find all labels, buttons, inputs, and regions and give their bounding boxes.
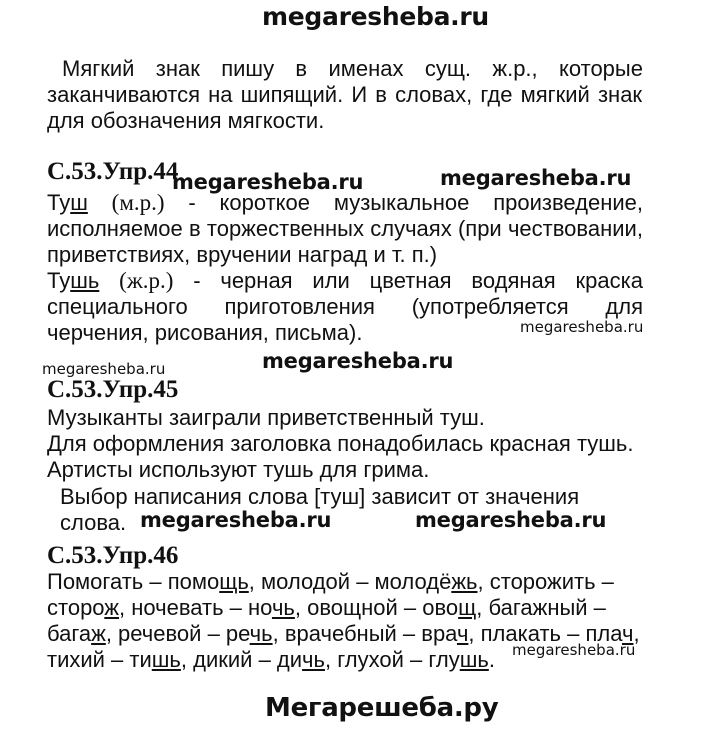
term-word	[47, 268, 99, 294]
intro-word: словах,	[395, 82, 473, 107]
intro-word: именах	[328, 56, 404, 81]
intro-word: в	[295, 56, 308, 81]
intro-word: на	[208, 82, 233, 107]
def-word: или	[312, 268, 350, 293]
ex44-line-1	[47, 190, 643, 216]
text-segment: , багажный –	[476, 595, 606, 620]
text-segment: ,	[633, 621, 640, 646]
text-segment: , ночевать – но	[119, 595, 272, 620]
text-segment: , молодой – молодё	[248, 569, 452, 594]
text-segment: , плакать – пла	[468, 621, 622, 646]
intro-word: сущ.	[424, 56, 472, 81]
def-word: для	[605, 294, 643, 319]
underlined-ending: чь	[271, 595, 295, 620]
text-segment: , речевой – ре	[105, 621, 250, 646]
intro-line-2	[47, 82, 643, 108]
underlined-ending: шь	[151, 647, 181, 672]
intro-word: мягкий	[520, 82, 590, 107]
text-segment: .	[488, 647, 495, 672]
intro-word: в	[375, 82, 387, 107]
term-word	[47, 190, 88, 216]
ex44-line-3: приветствиях, вручении наград и т. п.)	[47, 242, 438, 267]
term-base: Ту	[47, 268, 71, 293]
text-segment: тихий – ти	[47, 647, 152, 672]
underlined-ending: чь	[302, 647, 325, 672]
def-word: музыкальное	[333, 190, 470, 215]
watermark-footer: Мегарешеба.ру	[265, 693, 499, 723]
exercise-46-heading: С.53.Упр.46	[47, 542, 179, 569]
underlined-ending: ч	[456, 621, 469, 646]
dash: -	[193, 268, 201, 293]
term-ending: ш	[70, 190, 88, 215]
ex45-sentence-3: Артисты используют тушь для грима.	[47, 457, 430, 482]
ex46-row-1	[47, 569, 643, 595]
watermark-ex44-left: megaresheba.ru	[172, 170, 364, 194]
underlined-ending: ж	[104, 595, 120, 620]
intro-word: шипящий.	[240, 82, 344, 107]
def-word: исполняемое	[47, 216, 183, 241]
underlined-ending: ч	[621, 621, 634, 646]
def-word: случаях	[370, 216, 452, 241]
def-word: приготовления	[224, 294, 375, 319]
watermark-ex44-small: megaresheba.ru	[520, 318, 644, 336]
def-word: произведение,	[493, 190, 643, 215]
def-word: черная	[220, 268, 293, 293]
intro-word: заканчиваются	[47, 82, 201, 107]
def-word: (при	[457, 216, 502, 241]
ex44-line-4	[47, 268, 643, 294]
text-segment: , сторожить –	[477, 569, 614, 594]
term-base: Ту	[47, 190, 71, 215]
watermark-top: megaresheba.ru	[262, 2, 489, 31]
intro-word: знак	[597, 82, 643, 107]
def-word: (употребляется	[411, 294, 569, 319]
intro-word: И	[351, 82, 368, 107]
def-word: специального	[47, 294, 188, 319]
def-word: водяная	[471, 268, 556, 293]
intro-word: где	[480, 82, 513, 107]
intro-word: которые	[558, 56, 643, 81]
intro-word: Мягкий	[62, 56, 135, 81]
exercise-45-heading: С.53.Упр.45	[47, 376, 179, 403]
gender-label: (ж.р.)	[119, 268, 174, 293]
text-segment: бага	[47, 621, 92, 646]
text-segment: , врачебный – вра	[272, 621, 457, 646]
watermark-ex45-small: megaresheba.ru	[42, 360, 166, 378]
intro-line-1	[62, 56, 643, 82]
ex44-line-6: черчения, рисования, письма).	[47, 320, 363, 345]
exercise-44-heading: С.53.Упр.44	[47, 158, 179, 185]
watermark-ex46-right: megaresheba.ru	[415, 508, 607, 532]
intro-word: ж.р.,	[492, 56, 538, 81]
underlined-ending: жь	[451, 569, 478, 594]
ex45-sentence-1: Музыканты заиграли приветственный туш.	[47, 405, 485, 430]
intro-word: знак	[155, 56, 200, 81]
underlined-ending: щь	[219, 569, 249, 594]
underlined-ending: чь	[249, 621, 273, 646]
intro-line-3: для обозначения мягкости.	[47, 108, 325, 133]
text-segment: , овощной – ово	[294, 595, 459, 620]
underlined-ending: щ	[458, 595, 477, 620]
watermark-ex45-mid: megaresheba.ru	[262, 349, 454, 373]
underlined-ending: шь	[459, 647, 489, 672]
ex45-sentence-2: Для оформления заголовка понадобилась красная тушь.	[47, 431, 634, 456]
def-word: краска	[575, 268, 643, 293]
def-word: короткое	[219, 190, 311, 215]
text-segment: , глухой – глу	[324, 647, 460, 672]
watermark-ex44-right: megaresheba.ru	[440, 166, 632, 190]
ex45-conclusion: Выбор написания слова [туш] зависит от значения слова.	[60, 484, 580, 535]
watermark-ex46-left: megaresheba.ru	[140, 508, 332, 532]
term-ending: шь	[70, 268, 100, 293]
def-word: цветная	[369, 268, 452, 293]
text-segment: Помогать – помо	[47, 569, 220, 594]
def-word: в	[188, 216, 201, 241]
ex44-line-2	[47, 216, 643, 242]
text-segment: сторо	[47, 595, 105, 620]
ex44-line-5	[47, 294, 643, 320]
intro-word: пишу	[221, 56, 275, 81]
ex46-row-2	[47, 595, 643, 621]
underlined-ending: ж	[91, 621, 106, 646]
dash: -	[188, 190, 196, 215]
text-segment: , дикий – ди	[180, 647, 303, 672]
gender-label: (м.р.)	[111, 190, 165, 215]
def-word: торжественных	[206, 216, 364, 241]
watermark-ex46-small: megaresheba.ru	[512, 641, 636, 659]
def-word: чествовании,	[507, 216, 643, 241]
